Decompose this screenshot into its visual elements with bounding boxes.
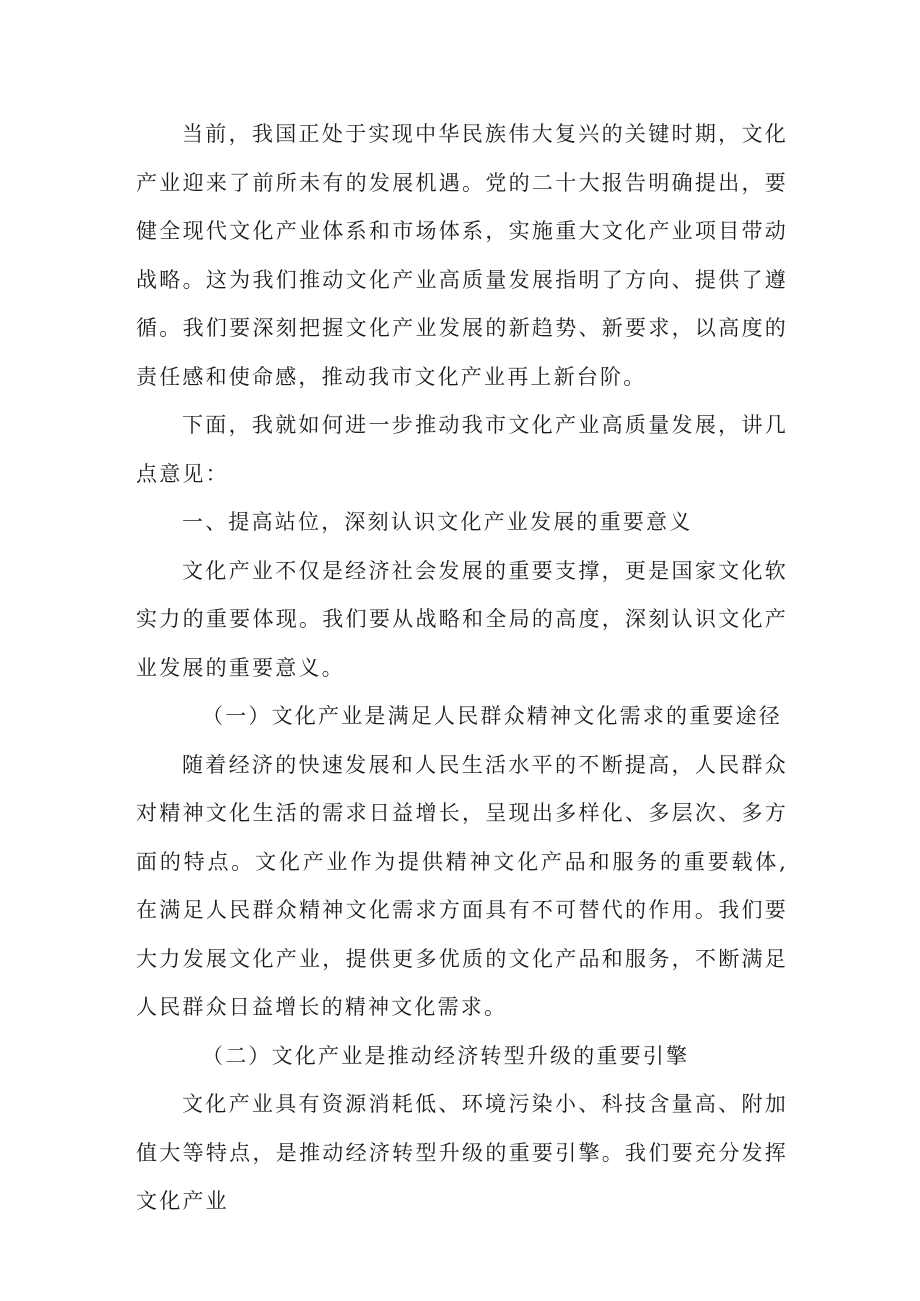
paragraph-significance: 文化产业不仅是经济社会发展的重要支撑，更是国家文化软实力的重要体现。我们要从战略和全局的高度，深刻认识文化产业发展的重要意义。 [136, 558, 788, 680]
section-heading-1: 一、提高站位，深刻认识文化产业发展的重要意义 [182, 510, 693, 534]
subsection-heading-1: （一）文化产业是满足人民群众精神文化需求的重要途径 [202, 704, 782, 728]
paragraph-intro: 当前，我国正处于实现中华民族伟大复兴的关键时期，文化产业迎来了前所未有的发展机遇。党的二十大报告明确提出，要健全现代文化产业体系和市场体系，实施重大文化产业项目带动战略。这为我们推动文化产业高质量发展指明了方向、提供了遵循。我们要深刻把握文化产业发展的新趋势、新要求，以高度的责任感和使命感，推动我市文化产业再上新台阶。 [136, 122, 788, 389]
paragraph-transition: 下面，我就如何进一步推动我市文化产业高质量发展，讲几点意见： [136, 413, 788, 486]
subsection-heading-2: （二）文化产业是推动经济转型升级的重要引擎 [202, 1043, 690, 1068]
document-page [136, 110, 788, 1226]
paragraph-spiritual-needs: 随着经济的快速发展和人民生活水平的不断提高，人民群众对精神文化生活的需求日益增长，呈现出多样化、多层次、多方面的特点。文化产业作为提供精神文化产品和服务的重要载体,在满足人民群众精神文化需求方面具有不可替代的作用。我们要大力发展文化产业，提供更多优质的文化产品和服务，不断满足人民群众日益增长的精神文化需求。 [136, 752, 788, 1019]
paragraph-economic-engine: 文化产业具有资源消耗低、环境污染小、科技含量高、附加值大等特点，是推动经济转型升级的重要引擎。我们要充分发挥文化产业 [136, 1092, 788, 1213]
